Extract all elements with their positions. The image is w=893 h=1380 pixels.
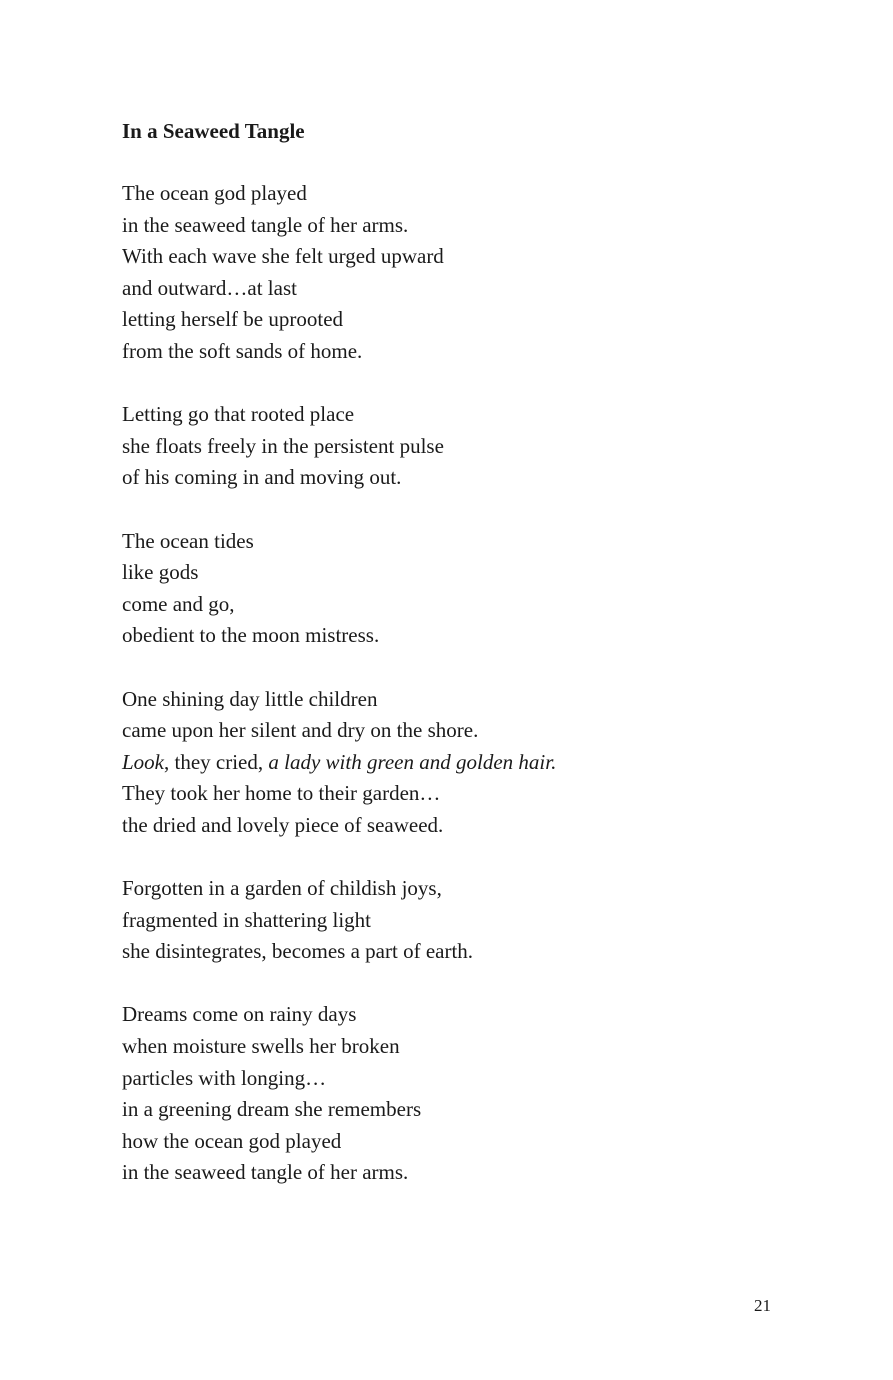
- poem-line: like gods: [122, 560, 199, 585]
- poem-title: In a Seaweed Tangle: [122, 119, 305, 143]
- poem-line: The ocean tides: [122, 528, 254, 553]
- poem-line: in a greening dream she remembers: [122, 1097, 422, 1122]
- poem-line: Dreams come on rainy days: [122, 1002, 357, 1027]
- stanza: [122, 526, 802, 652]
- poem-line: came upon her silent and dry on the shore.: [122, 718, 479, 743]
- poem-line: Letting go that rooted place: [122, 402, 355, 427]
- poem-line: from the soft sands of home.: [122, 338, 363, 363]
- poem-line: in the seaweed tangle of her arms.: [122, 212, 409, 237]
- stanza: [122, 399, 802, 494]
- poem-line: particles with longing…: [122, 1065, 327, 1090]
- poem-line: when moisture swells her broken: [122, 1034, 400, 1059]
- poem-line: fragmented in shattering light: [122, 907, 372, 932]
- poem-line: in the seaweed tangle of her arms.: [122, 1160, 409, 1185]
- poem-line: [122, 747, 802, 779]
- poem-line: letting herself be uprooted: [122, 307, 344, 332]
- italic-segment: a lady with green and golden hair.: [268, 749, 557, 774]
- poem-line: and outward…at last: [122, 275, 297, 300]
- stanza: [122, 999, 802, 1189]
- poem-line: she disintegrates, becomes a part of earth.: [122, 939, 474, 964]
- poem-line: They took her home to their garden…: [122, 781, 441, 806]
- poem-line: obedient to the moon mistress.: [122, 623, 380, 648]
- poem-line: The ocean god played: [122, 181, 307, 205]
- poem-line: With each wave she felt urged upward: [122, 244, 444, 269]
- page-number: 21: [754, 1296, 771, 1315]
- poem-line: of his coming in and moving out.: [122, 465, 402, 490]
- poem-line: the dried and lovely piece of seaweed.: [122, 812, 444, 837]
- poem-body: [122, 178, 802, 1221]
- poem-line: Forgotten in a garden of childish joys,: [122, 876, 442, 901]
- stanza: [122, 178, 802, 368]
- text-segment: , they cried,: [164, 749, 269, 774]
- italic-segment: Look: [122, 749, 164, 774]
- poem-line: she floats freely in the persistent pulse: [122, 433, 444, 458]
- poem-line: One shining day little children: [122, 686, 378, 711]
- stanza: [122, 873, 802, 968]
- stanza: [122, 684, 802, 842]
- poem-line: how the ocean god played: [122, 1128, 342, 1153]
- poem-line: come and go,: [122, 591, 235, 616]
